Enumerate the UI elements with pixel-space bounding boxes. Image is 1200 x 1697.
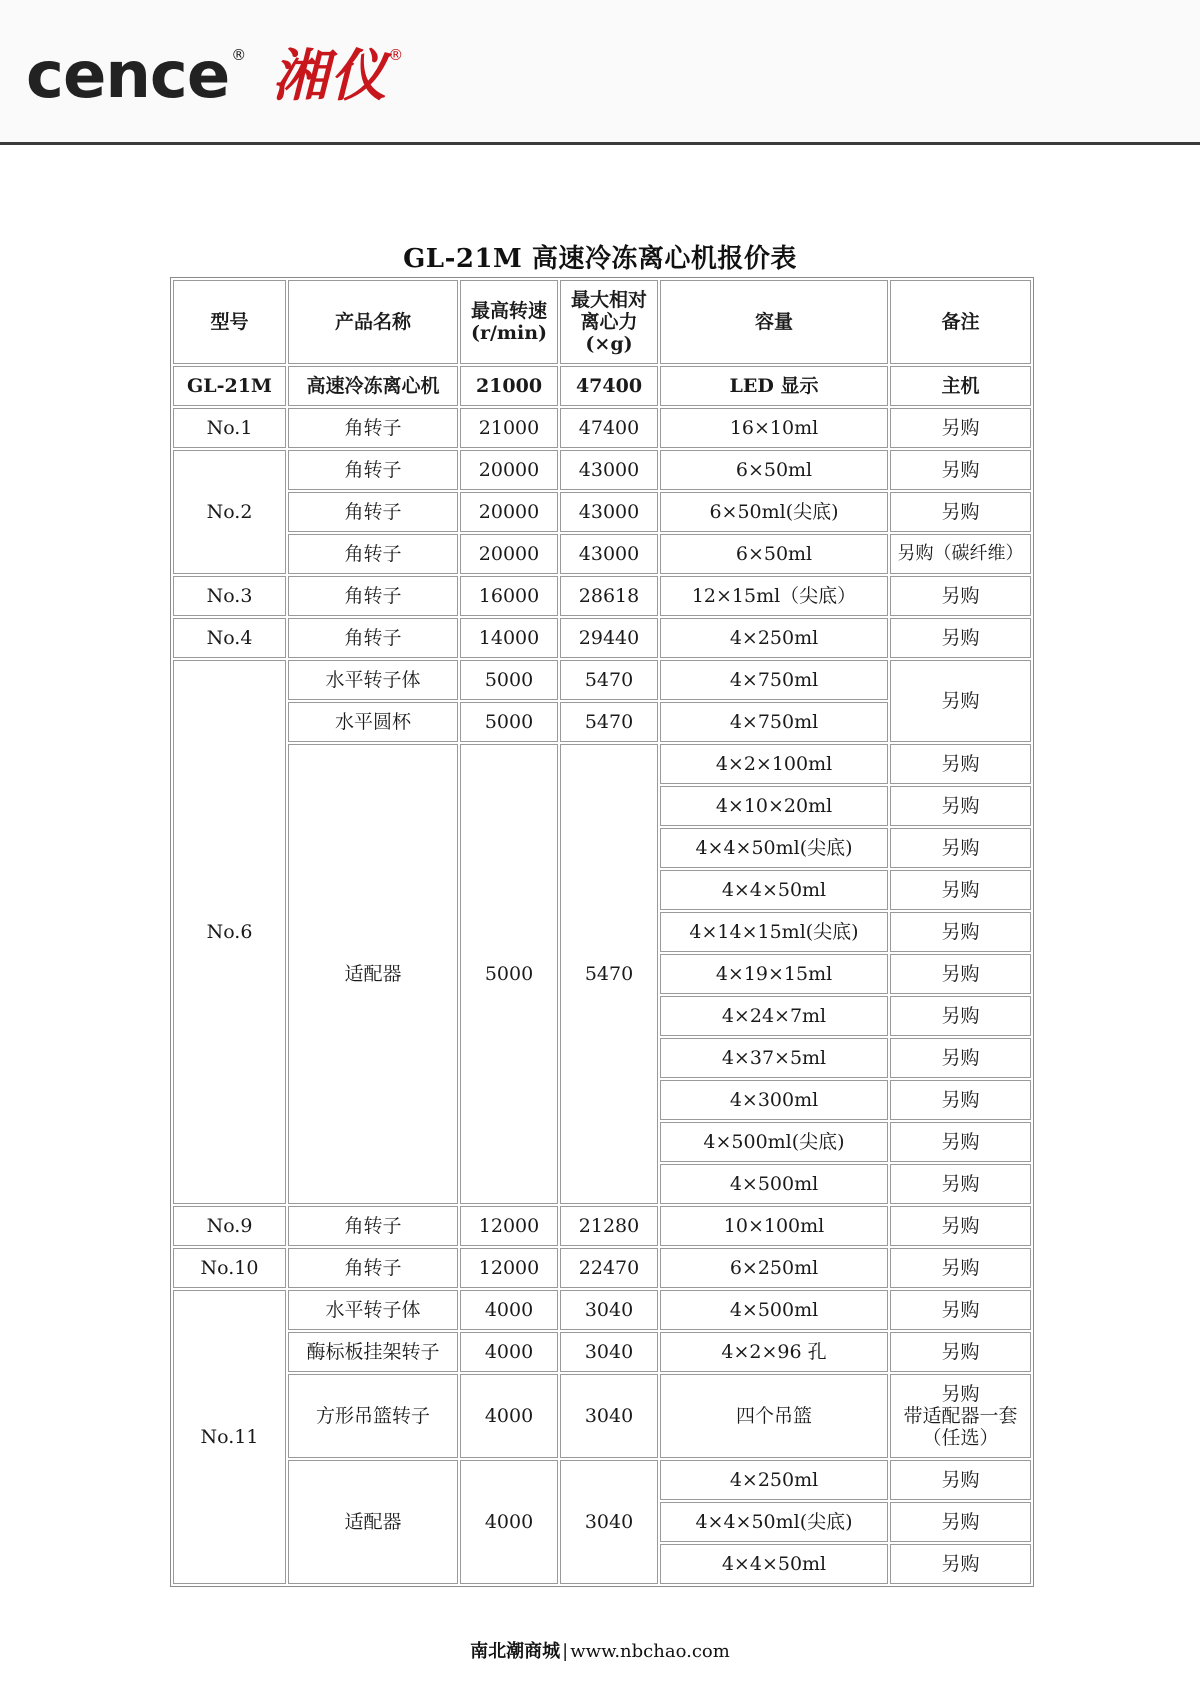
note-cell: 另购: [890, 828, 1031, 868]
speed-cell: 4000: [460, 1290, 558, 1330]
model-cell: GL-21M: [173, 366, 286, 406]
rcf-cell: 22470: [560, 1248, 658, 1288]
capacity-cell: 4×4×50ml(尖底): [660, 1502, 888, 1542]
footer-url: www.nbchao.com: [570, 1641, 730, 1662]
capacity-cell: 6×50ml: [660, 450, 888, 490]
rcf-cell: 43000: [560, 450, 658, 490]
name-cell: 适配器: [288, 1460, 458, 1584]
document-title: GL-21M 高速冷冻离心机报价表: [403, 244, 797, 274]
column-header: 最大相对 离心力 (×g): [560, 280, 658, 364]
note-cell: 另购: [890, 744, 1031, 784]
note-cell: 另购: [890, 576, 1031, 616]
capacity-cell: 4×2×96 孔: [660, 1332, 888, 1372]
capacity-cell: 4×500ml: [660, 1290, 888, 1330]
table-row: [173, 744, 1031, 784]
table-row: [173, 1332, 1031, 1372]
table-row: [173, 1290, 1031, 1330]
rcf-cell: 3040: [560, 1290, 658, 1330]
capacity-cell: 4×19×15ml: [660, 954, 888, 994]
table-row: [173, 492, 1031, 532]
note-cell: 另购: [890, 408, 1031, 448]
logo-text-en: cence: [26, 39, 230, 113]
table-row: [173, 1248, 1031, 1288]
capacity-cell: 4×24×7ml: [660, 996, 888, 1036]
capacity-cell: 4×4×50ml: [660, 1544, 888, 1584]
logo-text-cn: 湘仪: [272, 43, 389, 109]
capacity-cell: 4×4×50ml: [660, 870, 888, 910]
name-cell: 角转子: [288, 576, 458, 616]
rcf-cell: 47400: [560, 366, 658, 406]
capacity-cell: 4×750ml: [660, 702, 888, 742]
rcf-cell: 43000: [560, 534, 658, 574]
rcf-cell: 47400: [560, 408, 658, 448]
speed-cell: 4000: [460, 1374, 558, 1458]
name-cell: 角转子: [288, 492, 458, 532]
table-row: [173, 366, 1031, 406]
note-cell: 另购: [890, 1460, 1031, 1500]
rcf-cell: 3040: [560, 1374, 658, 1458]
capacity-cell: 四个吊篮: [660, 1374, 888, 1458]
capacity-cell: 4×37×5ml: [660, 1038, 888, 1078]
note-cell: 另购: [890, 1038, 1031, 1078]
name-cell: 角转子: [288, 408, 458, 448]
model-cell: No.2: [173, 450, 286, 574]
table-row: [173, 408, 1031, 448]
name-cell: 水平转子体: [288, 1290, 458, 1330]
name-cell: 角转子: [288, 1206, 458, 1246]
rcf-cell: 29440: [560, 618, 658, 658]
note-cell: 另购: [890, 1544, 1031, 1584]
speed-cell: 21000: [460, 366, 558, 406]
model-cell: No.9: [173, 1206, 286, 1246]
note-cell: 另购: [890, 1122, 1031, 1162]
price-table: [170, 277, 1034, 1587]
capacity-cell: 4×2×100ml: [660, 744, 888, 784]
table-row: [173, 576, 1031, 616]
note-cell: 另购: [890, 870, 1031, 910]
capacity-cell: 4×250ml: [660, 1460, 888, 1500]
name-cell: 角转子: [288, 450, 458, 490]
capacity-cell: 4×250ml: [660, 618, 888, 658]
page-header: [0, 0, 1200, 145]
registered-mark: ®: [231, 46, 247, 64]
footer-separator: |: [562, 1641, 569, 1662]
table-row: [173, 660, 1031, 700]
rcf-cell: 5470: [560, 744, 658, 1204]
note-cell: 另购: [890, 1290, 1031, 1330]
column-header: 最高转速 (r/min): [460, 280, 558, 364]
speed-cell: 20000: [460, 534, 558, 574]
speed-cell: 14000: [460, 618, 558, 658]
speed-cell: 16000: [460, 576, 558, 616]
note-cell: 另购: [890, 450, 1031, 490]
model-cell: No.10: [173, 1248, 286, 1288]
speed-cell: 5000: [460, 660, 558, 700]
registered-mark: ®: [388, 46, 404, 64]
capacity-cell: 4×4×50ml(尖底): [660, 828, 888, 868]
note-cell: 另购: [890, 912, 1031, 952]
column-header: 型号: [173, 280, 286, 364]
column-header: 备注: [890, 280, 1031, 364]
rcf-cell: 5470: [560, 660, 658, 700]
footer-site-name: 南北潮商城: [470, 1641, 561, 1662]
capacity-cell: 6×50ml: [660, 534, 888, 574]
rcf-cell: 28618: [560, 576, 658, 616]
cence-logo: [26, 39, 404, 113]
note-cell: 另购: [890, 1248, 1031, 1288]
table-row: [173, 618, 1031, 658]
capacity-cell: 4×14×15ml(尖底): [660, 912, 888, 952]
speed-cell: 4000: [460, 1460, 558, 1584]
model-cell: No.11: [173, 1290, 286, 1584]
speed-cell: 20000: [460, 450, 558, 490]
note-cell: 另购（碳纤维）: [890, 534, 1031, 574]
model-cell: No.6: [173, 660, 286, 1204]
model-cell: No.4: [173, 618, 286, 658]
capacity-cell: 4×500ml: [660, 1164, 888, 1204]
note-cell: 另购: [890, 996, 1031, 1036]
note-cell: 另购: [890, 660, 1031, 742]
note-cell: 另购: [890, 618, 1031, 658]
speed-cell: 12000: [460, 1248, 558, 1288]
capacity-cell: 12×15ml（尖底）: [660, 576, 888, 616]
rcf-cell: 5470: [560, 702, 658, 742]
rcf-cell: 43000: [560, 492, 658, 532]
capacity-cell: 6×50ml(尖底): [660, 492, 888, 532]
rcf-cell: 3040: [560, 1332, 658, 1372]
table-row: [173, 450, 1031, 490]
name-cell: 酶标板挂架转子: [288, 1332, 458, 1372]
capacity-cell: 4×500ml(尖底): [660, 1122, 888, 1162]
capacity-cell: 4×750ml: [660, 660, 888, 700]
name-cell: 角转子: [288, 1248, 458, 1288]
speed-cell: 20000: [460, 492, 558, 532]
name-cell: 水平转子体: [288, 660, 458, 700]
name-cell: 角转子: [288, 618, 458, 658]
speed-cell: 21000: [460, 408, 558, 448]
name-cell: 方形吊篮转子: [288, 1374, 458, 1458]
rcf-cell: 21280: [560, 1206, 658, 1246]
name-cell: 角转子: [288, 534, 458, 574]
capacity-cell: 4×300ml: [660, 1080, 888, 1120]
capacity-cell: 10×100ml: [660, 1206, 888, 1246]
name-cell: 水平圆杯: [288, 702, 458, 742]
speed-cell: 5000: [460, 702, 558, 742]
note-cell: 另购: [890, 1332, 1031, 1372]
note-cell: 另购: [890, 492, 1031, 532]
capacity-cell: 6×250ml: [660, 1248, 888, 1288]
column-header: 产品名称: [288, 280, 458, 364]
column-header: 容量: [660, 280, 888, 364]
note-cell: 另购 带适配器一套 （任选）: [890, 1374, 1031, 1458]
note-cell: 另购: [890, 786, 1031, 826]
name-cell: 适配器: [288, 744, 458, 1204]
note-cell: 主机: [890, 366, 1031, 406]
capacity-cell: 16×10ml: [660, 408, 888, 448]
note-cell: 另购: [890, 1502, 1031, 1542]
page-footer: [0, 1637, 1200, 1663]
table-header-row: [173, 280, 1031, 364]
model-cell: No.1: [173, 408, 286, 448]
speed-cell: 5000: [460, 744, 558, 1204]
note-cell: 另购: [890, 1080, 1031, 1120]
note-cell: 另购: [890, 954, 1031, 994]
speed-cell: 4000: [460, 1332, 558, 1372]
capacity-cell: 4×10×20ml: [660, 786, 888, 826]
capacity-cell: LED 显示: [660, 366, 888, 406]
note-cell: 另购: [890, 1206, 1031, 1246]
model-cell: No.3: [173, 576, 286, 616]
rcf-cell: 3040: [560, 1460, 658, 1584]
speed-cell: 12000: [460, 1206, 558, 1246]
table-row: [173, 1206, 1031, 1246]
table-row: [173, 1374, 1031, 1458]
table-row: [173, 534, 1031, 574]
note-cell: 另购: [890, 1164, 1031, 1204]
name-cell: 高速冷冻离心机: [288, 366, 458, 406]
table-row: [173, 1460, 1031, 1500]
